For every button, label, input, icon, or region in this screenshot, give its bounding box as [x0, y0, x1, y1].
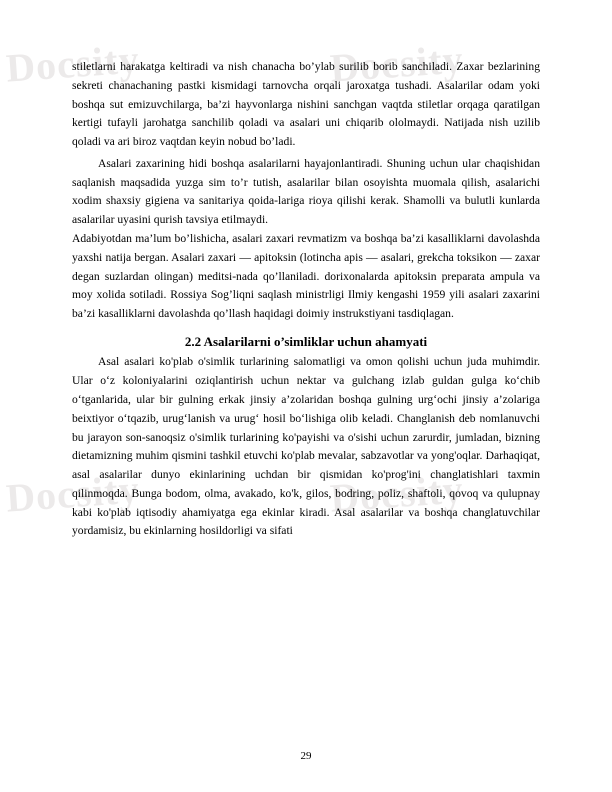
paragraph: Asalari zaxarining hidi boshqa asalarilarni hayajonlantiradi. Shuning uchun ular chaqishidan saqlanish maqsadida yuzga sim to’r tutish, asalarilar bilan osoyishta muomala qilish, asalarichi xodim shaxsiy gigiena va sanitariya qoida-lariga rioya qilishi kerak. Shamolli va bulutli kunlarda asalarilar uyasini qurish tavsiya etilmaydi.: [72, 156, 540, 227]
section-heading: 2.2 Asalarilarni o’simliklar uchun ahamyati: [184, 333, 428, 349]
page-number: 29: [300, 750, 312, 762]
watermark-text: Docsity: [328, 466, 466, 521]
watermark-text: Docsity: [4, 466, 142, 521]
watermark-text: Docsity: [328, 36, 466, 91]
paragraph: Adabiyotdan ma’lum bo’lishicha, asalari zaxari revmatizm va boshqa ba’zi kasalliklarni davolashda yaxshi natija bergan. Asalari zaxari — apitoksin (lotincha apis — asalari, grekcha toksikon — zaxar degan suzlardan olingan) meditsi-nada qo’llaniladi. dorixonalarda apitoksin preparata ampula va moy xolida sotiladi. Rossiya Sog’liqni saqlash ministrligi Ilmiy kengashi 1959 yili asalari zaxarini ba’zi kasalliklarni davolashda qo’llash haqidagi doimiy instrukstiyani tasdiqlagan.: [72, 232, 540, 321]
watermark-text: Docsity: [4, 36, 142, 91]
paragraph: Asal asalari ko'plab o'simlik turlarining salomatligi va omon qolishi uchun juda muhimdir. Ular o‘z koloniyalarini oziqlantirish uchun nektar va gulchang izlab guldan gulga ko‘chib o‘tganlarida, ular bir gulning erkak jinsiy a’zolaridan boshqa gulning urg‘ochi jinsiy a’zolariga beixtiyor o‘tqazib, urug‘lanish va urug‘ hosil bo‘lishiga olib keladi. Changlanish deb nomlanuvchi bu jarayon son-sanoqsiz o'simlik turlarining ko'payishi va o'sishi uchun zarurdir, jumladan, bizning dietamizning muhim qismini tashkil etuvchi ko'plab mevalar, sabzavotlar va yong'oqlar. Darhaqiqat, asal asalarilar dunyo ekinlarining uchdan bir qismidan ko'prog'ini changlatishlari taxmin qilinmoqda. Bunga bodom, olma, avakado, ko'k, gilos, bodring, poliz, shaftoli, qovoq va qulupnay kabi ko'plab iqtisodiy ahamiyatga ega ekinlar kiradi. Asal asalarilar va boshqa changlatuvchilar yordamisiz, bu ekinlarning hosildorligi va sifati: [72, 355, 540, 538]
paragraph: stiletlarni harakatga keltiradi va nish chanacha bo’ylab surilib borib sanchiladi. Zaxar bezlarining sekreti chanachaning pastki kismidagi tarnovcha orqali jaroxatga tushadi. Asalarilar odam yoki boshqa sut emizuvchilarga, ba’zi hayvonlarga nishini sanchgan vaqtda stiletlar orqaga qaratilgan kertigi tufayli jarohatga sanchilib qoladi va asalari uni chiqarib ololmaydi. Natijada nish uzilib qoladi va ari biroz vaqtdan keyin nobud bo’ladi.: [72, 60, 540, 149]
page-content: [72, 58, 540, 541]
